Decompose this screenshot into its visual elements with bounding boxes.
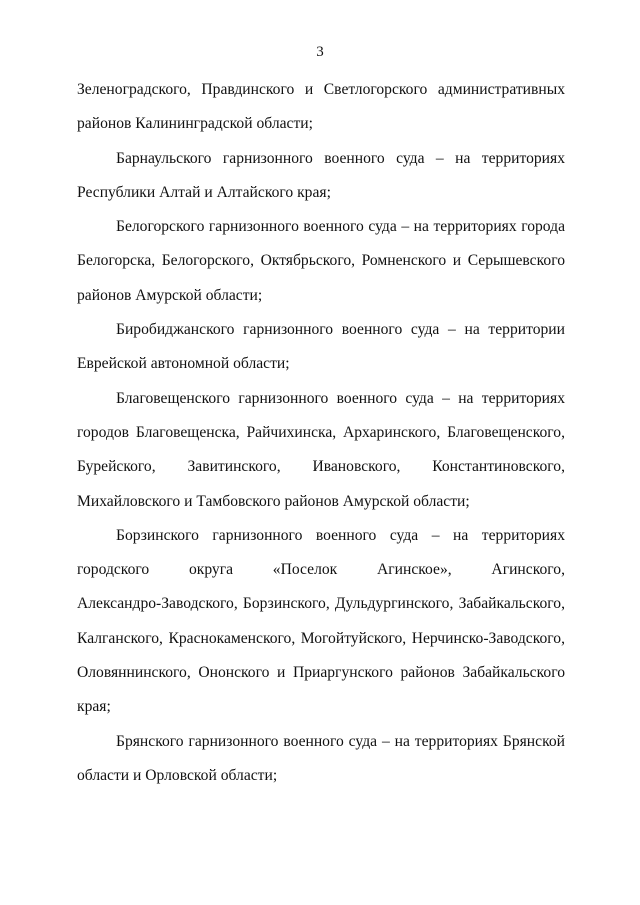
text-line: области и Орловской области; <box>77 766 278 784</box>
text-line: края; <box>77 698 111 716</box>
text-line: Зеленоградского, Правдинского и Светлогорского административных <box>77 81 565 98</box>
text-line: Бурейского, Завитинского, Ивановского, Константиновского, <box>77 458 565 476</box>
text-line: Еврейской автономной области; <box>77 355 290 373</box>
text-line: Борзинского гарнизонного военного суда – на территориях <box>116 526 565 544</box>
text-line: Белогорского гарнизонного военного суда – на территориях города <box>116 218 565 236</box>
text-line: городов Благовещенска, Райчихинска, Архаринского, Благовещенского, <box>77 423 565 441</box>
text-line: Барнаульского гарнизонного военного суда – на территориях <box>116 149 565 167</box>
document-body <box>77 79 565 799</box>
text-line: Биробиджанского гарнизонного военного суда – на территории <box>116 321 565 339</box>
text-line: Александро-Заводского, Борзинского, Дульдургинского, Забайкальского, <box>77 595 565 613</box>
text-line: Оловяннинского, Ононского и Приаргунского районов Забайкальского <box>77 664 565 682</box>
text-line: Благовещенского гарнизонного военного суда – на территориях <box>116 389 565 407</box>
text-line: районов Калининградской области; <box>77 115 313 133</box>
page-number: 3 <box>316 44 324 60</box>
text-line: Брянского гарнизонного военного суда – на территориях Брянской <box>116 732 565 750</box>
text-line: Калганского, Краснокаменского, Могойтуйского, Нерчинско-Заводского, <box>77 629 565 647</box>
text-line: городского округа «Поселок Агинское», Агинского, <box>77 561 565 579</box>
text-line: Михайловского и Тамбовского районов Амурской области; <box>77 492 470 510</box>
text-line: районов Амурской области; <box>77 286 263 304</box>
text-line: Белогорска, Белогорского, Октябрьского, Ромненского и Серышевского <box>77 252 565 270</box>
text-line: Республики Алтай и Алтайского края; <box>77 183 331 201</box>
